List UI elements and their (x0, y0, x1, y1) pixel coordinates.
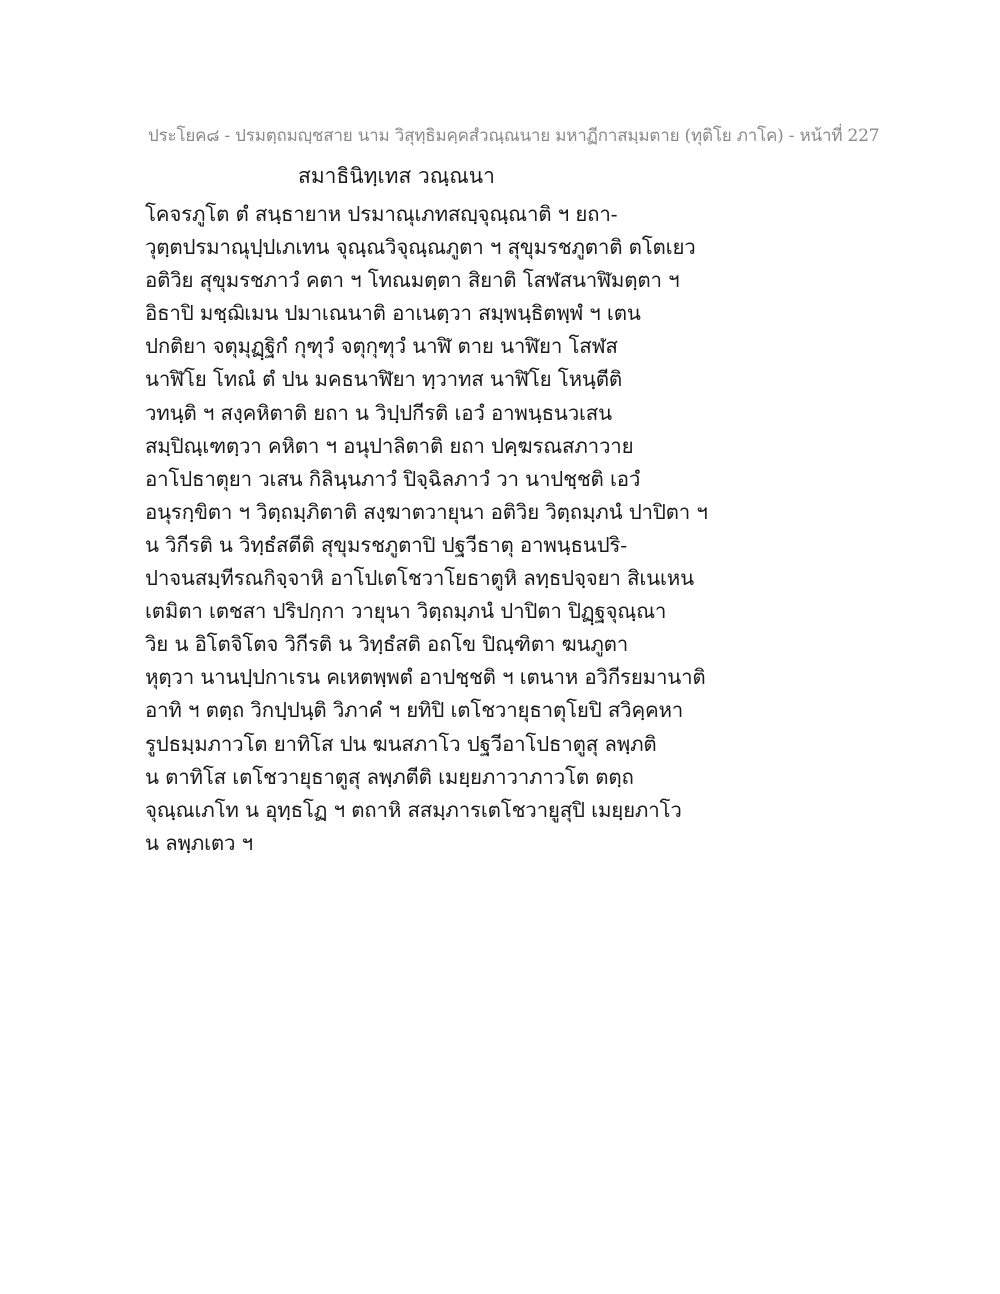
section-title: สมาธินิทฺเทส วณฺณนา (298, 164, 495, 188)
text-line: น ตาทิโส เตโชวายุธาตูสุ ลพฺภตีติ เมยฺยภาวาภาวโต ตตฺถ (145, 764, 634, 789)
text-line: โคจรภูโต ตํ สนฺธายาห ปรมาณุเภทสญฺจุณฺณาติ ฯ ยถา- (145, 202, 618, 226)
text-line: วทนฺติ ฯ สงฺคหิตาติ ยถา น วิปฺปกีรติ เอวํ อาพนฺธนวเสน (145, 400, 612, 425)
text-line: อาโปธาตุยา วเสน กิลินฺนภาวํ ปิจฺฉิลภาวํ วา นาปชฺชติ เอวํ (145, 466, 641, 491)
text-line: อาทิ ฯ ตตฺถ วิกปฺปนฺติ วิภาคํ ฯ ยทิปิ เตโชวายุธาตุโยปิ สวิคฺคหา (145, 698, 684, 723)
text-line: น วิกีรติ น วิทฺธํสตีติ สุขุมรชภูตาปิ ปฐวีธาตุ อาพนฺธนปริ- (145, 532, 627, 557)
text-line: เตมิตา เตชสา ปริปกฺกา วายุนา วิตฺถมฺภนํ ปาปิตา ปิฏฺฐจุณฺณา (145, 599, 667, 624)
text-line: นาฬิโย โทณํ ตํ ปน มคธนาฬิยา ทฺวาทส นาฬิโย โหนฺตีติ (145, 367, 622, 392)
text-line: สมฺปิณฺเฑตฺวา คหิตา ฯ อนุปาลิตาติ ยถา ปคฺฆรณสภาวาย (145, 433, 634, 458)
text-line: ปาจนสมฺทีรณกิจฺจาหิ อาโปเตโชวาโยธาตูหิ ลทฺธปจฺจยา สิเนเหน (145, 566, 694, 591)
text-line: อติวิย สุขุมรชภาวํ คตา ฯ โทณมตฺตา สิยาติ โสฬสนาฬิมตฺตา ฯ (145, 268, 680, 293)
text-line: น ลพฺภเตว ฯ (145, 830, 253, 855)
text-line: รูปธมฺมภาวโต ยาทิโส ปน ฆนสภาโว ปฐวีอาโปธาตูสุ ลพฺภติ (145, 731, 657, 756)
body-text (145, 198, 708, 860)
text-line: วุตฺตปรมาณุปฺปเภเทน จุณฺณวิจุณฺณภูตา ฯ สุขุมรชภูตาติ ตโตเยว (145, 235, 696, 260)
text-line: วิย น อิโตจิโตจ วิกีรติ น วิทฺธํสติ อถโข ปิณฺฑิตา ฆนภูตา (145, 632, 629, 657)
text-line: ปกติยา จตุมุฏฺฐิกํ กุฑุวํ จตุกุฑุวํ นาฬิ ตาย นาฬิยา โสฬส (145, 334, 618, 359)
running-header: ประโยค๘ - ปรมตฺถมญฺชสาย นาม วิสุทฺธิมคฺคสํวณฺณนาย มหาฏีกาสมฺมตาย (ทุติโย ภาโค) - หน้าที่ 227 (148, 126, 880, 146)
text-line: อนุรกฺขิตา ฯ วิตฺถมฺภิตาติ สงฺฆาตวายุนา อติวิย วิตฺถมฺภนํ ปาปิตา ฯ (145, 499, 708, 524)
text-line: อิธาปิ มชฺฌิเมน ปมาเณนาติ อาเนตฺวา สมฺพนฺธิตพฺพํ ฯ เตน (145, 301, 641, 326)
text-line: หุตฺวา นานปฺปกาเรน คเหตพฺพตํ อาปชฺชติ ฯ เตนาห อวิกีรยมานาติ (145, 665, 706, 690)
text-line: จุณฺณเภโท น อุทฺธโฏ ฯ ตถาหิ สสมฺภารเตโชวายูสุปิ เมยฺยภาโว (145, 797, 682, 822)
